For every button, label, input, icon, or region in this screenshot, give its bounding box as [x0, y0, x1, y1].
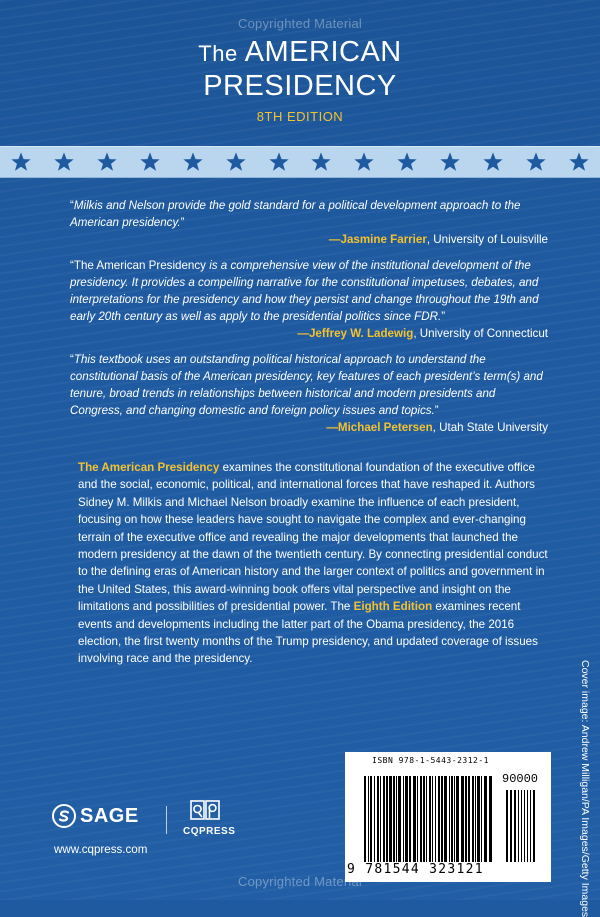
barcode-bar [451, 776, 453, 862]
title-the: The [198, 41, 238, 66]
star-icon [568, 151, 590, 173]
barcode-bar [429, 776, 431, 862]
quote-1-text: Milkis and Nelson provide the gold standard for a political development approach to the American presidency. [70, 199, 521, 229]
quote-2-close: ” [441, 310, 446, 323]
barcode-bar [413, 776, 416, 862]
barcode-bar [409, 776, 411, 862]
book-description [78, 459, 548, 668]
barcode-bar [374, 776, 375, 862]
barcode-bar [432, 776, 433, 862]
barcode-bar [398, 776, 401, 862]
barcode-bar [438, 776, 440, 862]
star-icon [53, 151, 75, 173]
description-edition-highlight: Eighth Edition [353, 600, 433, 614]
barcode-addon-bar [530, 790, 531, 862]
publisher-website: www.cqpress.com [54, 843, 148, 856]
barcode-bar [465, 776, 467, 862]
sage-s-icon [52, 804, 76, 828]
star-icon [96, 151, 118, 173]
barcode-bar [377, 776, 379, 862]
barcode-bar [368, 776, 369, 862]
quote-1-affiliation: , University of Louisville [426, 233, 548, 246]
barcode-addon-bar [506, 790, 508, 862]
cover-image-credit: Cover image: Andrew Milligan/PA Images/Getty Images [579, 660, 591, 917]
barcode-bar [449, 776, 450, 862]
star-icon [353, 151, 375, 173]
star-icon [482, 151, 504, 173]
description-title-highlight: The American Presidency [78, 461, 220, 474]
barcode-bar [405, 776, 408, 862]
star-icon [139, 151, 161, 173]
barcode-bar [461, 776, 464, 862]
quote-3-attribution [70, 419, 548, 436]
barcode-bar [444, 776, 447, 862]
quote-1 [70, 197, 548, 231]
sage-wordmark: SAGE [80, 804, 139, 827]
endorsement-quotes [70, 197, 548, 445]
barcode-bar [386, 776, 388, 862]
quote-2-author: —Jeffrey W. Ladewig [297, 327, 414, 340]
barcode-bar [481, 776, 482, 862]
barcode-bar [380, 776, 381, 862]
quote-2 [70, 257, 548, 325]
quote-2-open: “The American Presidency [70, 259, 210, 272]
description-part-2: examines recent events and developments including the latter part of the Obama presidency, the 2016 election, the first twenty months of the Trump presidency, and updated coverage of issues involving race and the presidency. [78, 600, 538, 666]
barcode-addon-bar [518, 790, 519, 862]
copyright-watermark-top: Copyrighted Material [238, 16, 362, 31]
quote-3-open: “ [70, 353, 74, 366]
logo-divider [166, 806, 167, 834]
title-line-1 [0, 36, 600, 70]
barcode-bar [489, 776, 492, 862]
barcode-addon-bar [533, 790, 535, 862]
barcode-bar [423, 776, 425, 862]
barcode-bar [393, 776, 395, 862]
barcode-bar [456, 776, 459, 862]
barcode-bar [370, 776, 372, 862]
cqpress-logo [183, 800, 236, 837]
barcode-bar [426, 776, 427, 862]
star-icon [182, 151, 204, 173]
quote-1-open: “ [70, 199, 74, 212]
barcode-addon-bar [524, 790, 525, 862]
quote-3-close: ” [434, 404, 439, 417]
isbn-barcode [345, 752, 551, 882]
barcode-bar [484, 776, 487, 862]
star-icon [310, 151, 332, 173]
quote-3-author: —Michael Petersen [326, 421, 433, 434]
sage-logo [52, 804, 139, 828]
cqpress-wordmark: CQPRESS [183, 826, 236, 837]
barcode-bar [475, 776, 476, 862]
barcode-bar [383, 776, 385, 862]
barcode-bar [472, 776, 474, 862]
barcode-bar [396, 776, 397, 862]
barcode-bar [454, 776, 455, 862]
price-code: 90000 [502, 772, 539, 786]
barcode-addon-bar [521, 790, 522, 862]
quote-1-close: ” [180, 216, 185, 229]
quote-1-attribution [70, 231, 548, 248]
barcode-bar [441, 776, 443, 862]
description-part-1: examines the constitutional foundation of the executive office and the social, economic, political, and international forces that have reshaped it. Authors Sidney M. Milkis and Michael Nelson broadly examine the influence of each president, focusing on how these leaders have sought to navigate the complex and ever-changing terrain of the executive office and revealing the major developments that launched the modern presidency at the dawn of the twentieth century. By connecting presidential conduct to the defining eras of American history and the larger context of politics and government in the United States, this award-winning book offers vital perspective and insight on the limitations and possibilities of presidential power. The [78, 461, 548, 614]
barcode-bar [435, 776, 436, 862]
quote-3 [70, 351, 548, 419]
barcode-addon-bar [510, 790, 512, 862]
quote-2-affiliation: , University of Connecticut [413, 327, 548, 340]
barcode-bar [477, 776, 480, 862]
copyright-watermark-bottom: Copyrighted Material [238, 874, 362, 889]
barcode-addon-bar [514, 790, 516, 862]
title-presidency: PRESIDENCY [203, 70, 397, 102]
barcode-digits: 9 781544 323121 [347, 862, 484, 877]
barcode-bar [420, 776, 422, 862]
quote-3-text: This textbook uses an outstanding political historical approach to understand the constitutional basis of the American presidency, key features of each president’s term(s) and tenure, broad trends in relationships between historical and modern presidents and Congress, and changing domestic and foreign policy issues and topics. [70, 353, 543, 417]
quote-2-attribution [70, 325, 548, 342]
star-icon [268, 151, 290, 173]
barcode-bar [364, 776, 366, 862]
edition-label: 8TH EDITION [256, 109, 344, 124]
star-icon [10, 151, 32, 173]
star-icon [396, 151, 418, 173]
barcode-bar [468, 776, 470, 862]
quote-1-author: —Jasmine Farrier [328, 233, 427, 246]
quote-2-text: is a comprehensive view of the institutional development of the presidency. It provides a compelling narrative for the constitutional impetuses, debates, and interpretations for the presidency and how they persist and change throughout the 19th and early 20th century as well as apply to the presidential politics since FDR. [70, 259, 539, 323]
barcode-bar [403, 776, 404, 862]
barcode-addon-bar [527, 790, 528, 862]
quote-3-affiliation: , Utah State University [432, 421, 548, 434]
isbn-text: ISBN 978-1-5443-2312-1 [372, 756, 489, 765]
star-icon [439, 151, 461, 173]
cqpress-mark-icon [190, 800, 220, 820]
title-american: AMERICAN [244, 36, 402, 68]
barcode-bar [417, 776, 418, 862]
star-band [0, 146, 600, 178]
book-title [0, 36, 600, 124]
barcode-bar [389, 776, 392, 862]
star-icon [525, 151, 547, 173]
star-icon [225, 151, 247, 173]
